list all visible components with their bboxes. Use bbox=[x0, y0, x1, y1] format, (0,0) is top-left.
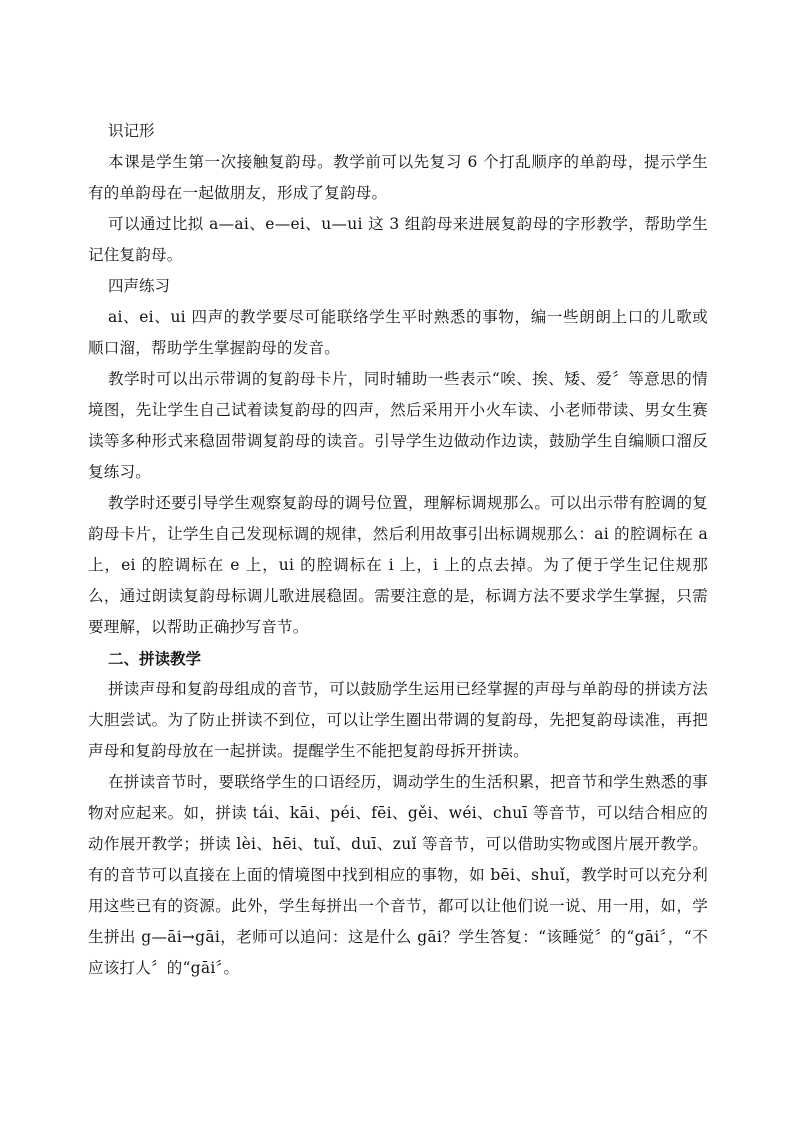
paragraph: 可以通过比拟 a—ai、e—ei、u—ui 这 3 组韵母来进展复韵母的字形教学，帮助学生记住复韵母。 bbox=[88, 215, 708, 264]
section-heading-pindu: 二、拼读教学 bbox=[108, 649, 202, 668]
paragraph: 在拼读音节时，要联络学生的口语经历，调动学生的生活积累，把音节和学生熟悉的事物对应起来。如，拼读 tái、kāi、péi、fēi、gěi、wéi、chuī 等音节，可以结合相应的动作展开教学；拼读 lèi、hēi、tuǐ、duī、zuǐ 等音节，可以借助实物或图片展开教学。有的音节可以直接在上面的情境图中找到相应的事物，如 bēi、shuǐ，教学时可以充分利用这些已有的资源。此外，学生每拼出一个音节，都可以让他们说一说、用一用，如，学生拼出 g—āi→gāi，老师可以追问：这是什么 gāi？学生答复：“该睡觉〞的“gāi〞，“不应该打人〞的“gāi〞。 bbox=[88, 773, 708, 977]
paragraph: 本课是学生第一次接触复韵母。教学前可以先复习 6 个打乱顺序的单韵母，提示学生有的单韵母在一起做朋友，形成了复韵母。 bbox=[88, 153, 708, 202]
paragraph: 教学时可以出示带调的复韵母卡片，同时辅助一些表示“唉、挨、矮、爱〞等意思的情境图，先让学生自己试着读复韵母的四声，然后采用开小火车读、小老师带读、男女生赛读等多种形式来稳固带调复韵母的读音。引导学生边做动作边读，鼓励学生自编顺口溜反复练习。 bbox=[88, 370, 708, 481]
paragraph: 教学时还要引导学生观察复韵母的调号位置，理解标调规那么。可以出示带有腔调的复韵母卡片，让学生自己发现标调的规律，然后利用故事引出标调规那么：ai 的腔调标在 a 上，ei 的腔调标在 e 上，ui 的腔调标在 i 上，i 上的点去掉。为了便于学生记住规那么，通过朗读复韵母标调儿歌进展稳固。需要注意的是，标调方法不要求学生掌握，只需要理解，以帮助正确抄写音节。 bbox=[88, 494, 708, 636]
paragraph: 拼读声母和复韵母组成的音节，可以鼓励学生运用已经掌握的声母与单韵母的拼读方法大胆尝试。为了防止拼读不到位，可以让学生圈出带调的复韵母，先把复韵母读准，再把声母和复韵母放在一起拼读。提醒学生不能把复韵母拆开拼读。 bbox=[88, 680, 708, 760]
section-heading-sisheng: 四声练习 bbox=[108, 277, 171, 295]
document-body bbox=[88, 116, 708, 984]
section-heading-shijixing: 识记形 bbox=[108, 122, 155, 140]
paragraph: ai、ei、ui 四声的教学要尽可能联络学生平时熟悉的事物，编一些朗朗上口的儿歌或顺口溜，帮助学生掌握韵母的发音。 bbox=[88, 308, 708, 357]
